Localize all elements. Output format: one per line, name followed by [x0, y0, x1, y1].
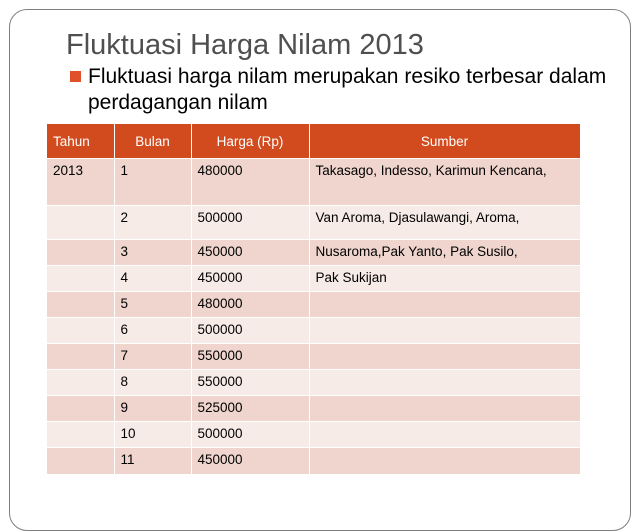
- cell-tahun: [47, 266, 114, 292]
- table-row: [47, 448, 580, 474]
- cell-sumber: [309, 292, 580, 318]
- cell-tahun: [47, 370, 114, 396]
- cell-harga: 525000: [191, 396, 309, 422]
- table-row: [47, 240, 580, 266]
- cell-harga: 550000: [191, 344, 309, 370]
- cell-sumber: Takasago, Indesso, Karimun Kencana,: [309, 159, 580, 206]
- table-row: [47, 396, 580, 422]
- cell-bulan: 9: [114, 396, 191, 422]
- cell-tahun: [47, 240, 114, 266]
- cell-sumber: [309, 318, 580, 344]
- header-tahun: Tahun: [47, 124, 114, 159]
- slide-title: Fluktuasi Harga Nilam 2013: [66, 29, 424, 61]
- cell-harga: 450000: [191, 266, 309, 292]
- table-row: [47, 370, 580, 396]
- cell-bulan: 5: [114, 292, 191, 318]
- cell-sumber: Pak Sukijan: [309, 266, 580, 292]
- square-bullet-icon: [70, 71, 81, 82]
- cell-bulan: 7: [114, 344, 191, 370]
- cell-bulan: 8: [114, 370, 191, 396]
- cell-harga: 480000: [191, 159, 309, 206]
- cell-bulan: 2: [114, 206, 191, 240]
- table-row: [47, 318, 580, 344]
- table-row: [47, 159, 580, 206]
- cell-harga: 500000: [191, 318, 309, 344]
- cell-harga: 500000: [191, 422, 309, 448]
- cell-sumber: [309, 396, 580, 422]
- header-bulan: Bulan: [114, 124, 191, 159]
- cell-sumber: Van Aroma, Djasulawangi, Aroma,: [309, 206, 580, 240]
- table-row: [47, 206, 580, 240]
- bullet-text: Fluktuasi harga nilam merupakan resiko terbesar dalam perdagangan nilam: [88, 65, 607, 114]
- cell-tahun: [47, 448, 114, 474]
- table-row: [47, 422, 580, 448]
- cell-tahun: [47, 318, 114, 344]
- table-row: [47, 292, 580, 318]
- table-row: [47, 266, 580, 292]
- cell-sumber: [309, 422, 580, 448]
- header-sumber: Sumber: [309, 124, 580, 159]
- table-header-row: [47, 124, 580, 159]
- cell-harga: 500000: [191, 206, 309, 240]
- cell-tahun: [47, 206, 114, 240]
- cell-tahun: [47, 422, 114, 448]
- cell-harga: 480000: [191, 292, 309, 318]
- cell-bulan: 4: [114, 266, 191, 292]
- cell-tahun: [47, 396, 114, 422]
- cell-bulan: 3: [114, 240, 191, 266]
- cell-harga: 550000: [191, 370, 309, 396]
- bullet-point: [70, 64, 610, 116]
- cell-bulan: 11: [114, 448, 191, 474]
- cell-sumber: [309, 344, 580, 370]
- cell-bulan: 6: [114, 318, 191, 344]
- cell-bulan: 10: [114, 422, 191, 448]
- cell-sumber: [309, 448, 580, 474]
- cell-sumber: Nusaroma,Pak Yanto, Pak Susilo,: [309, 240, 580, 266]
- cell-harga: 450000: [191, 240, 309, 266]
- cell-tahun: 2013: [47, 159, 114, 206]
- cell-tahun: [47, 344, 114, 370]
- cell-sumber: [309, 370, 580, 396]
- cell-bulan: 1: [114, 159, 191, 206]
- cell-harga: 450000: [191, 448, 309, 474]
- header-harga: Harga (Rp): [191, 124, 309, 159]
- table-row: [47, 344, 580, 370]
- price-table: [47, 124, 581, 474]
- cell-tahun: [47, 292, 114, 318]
